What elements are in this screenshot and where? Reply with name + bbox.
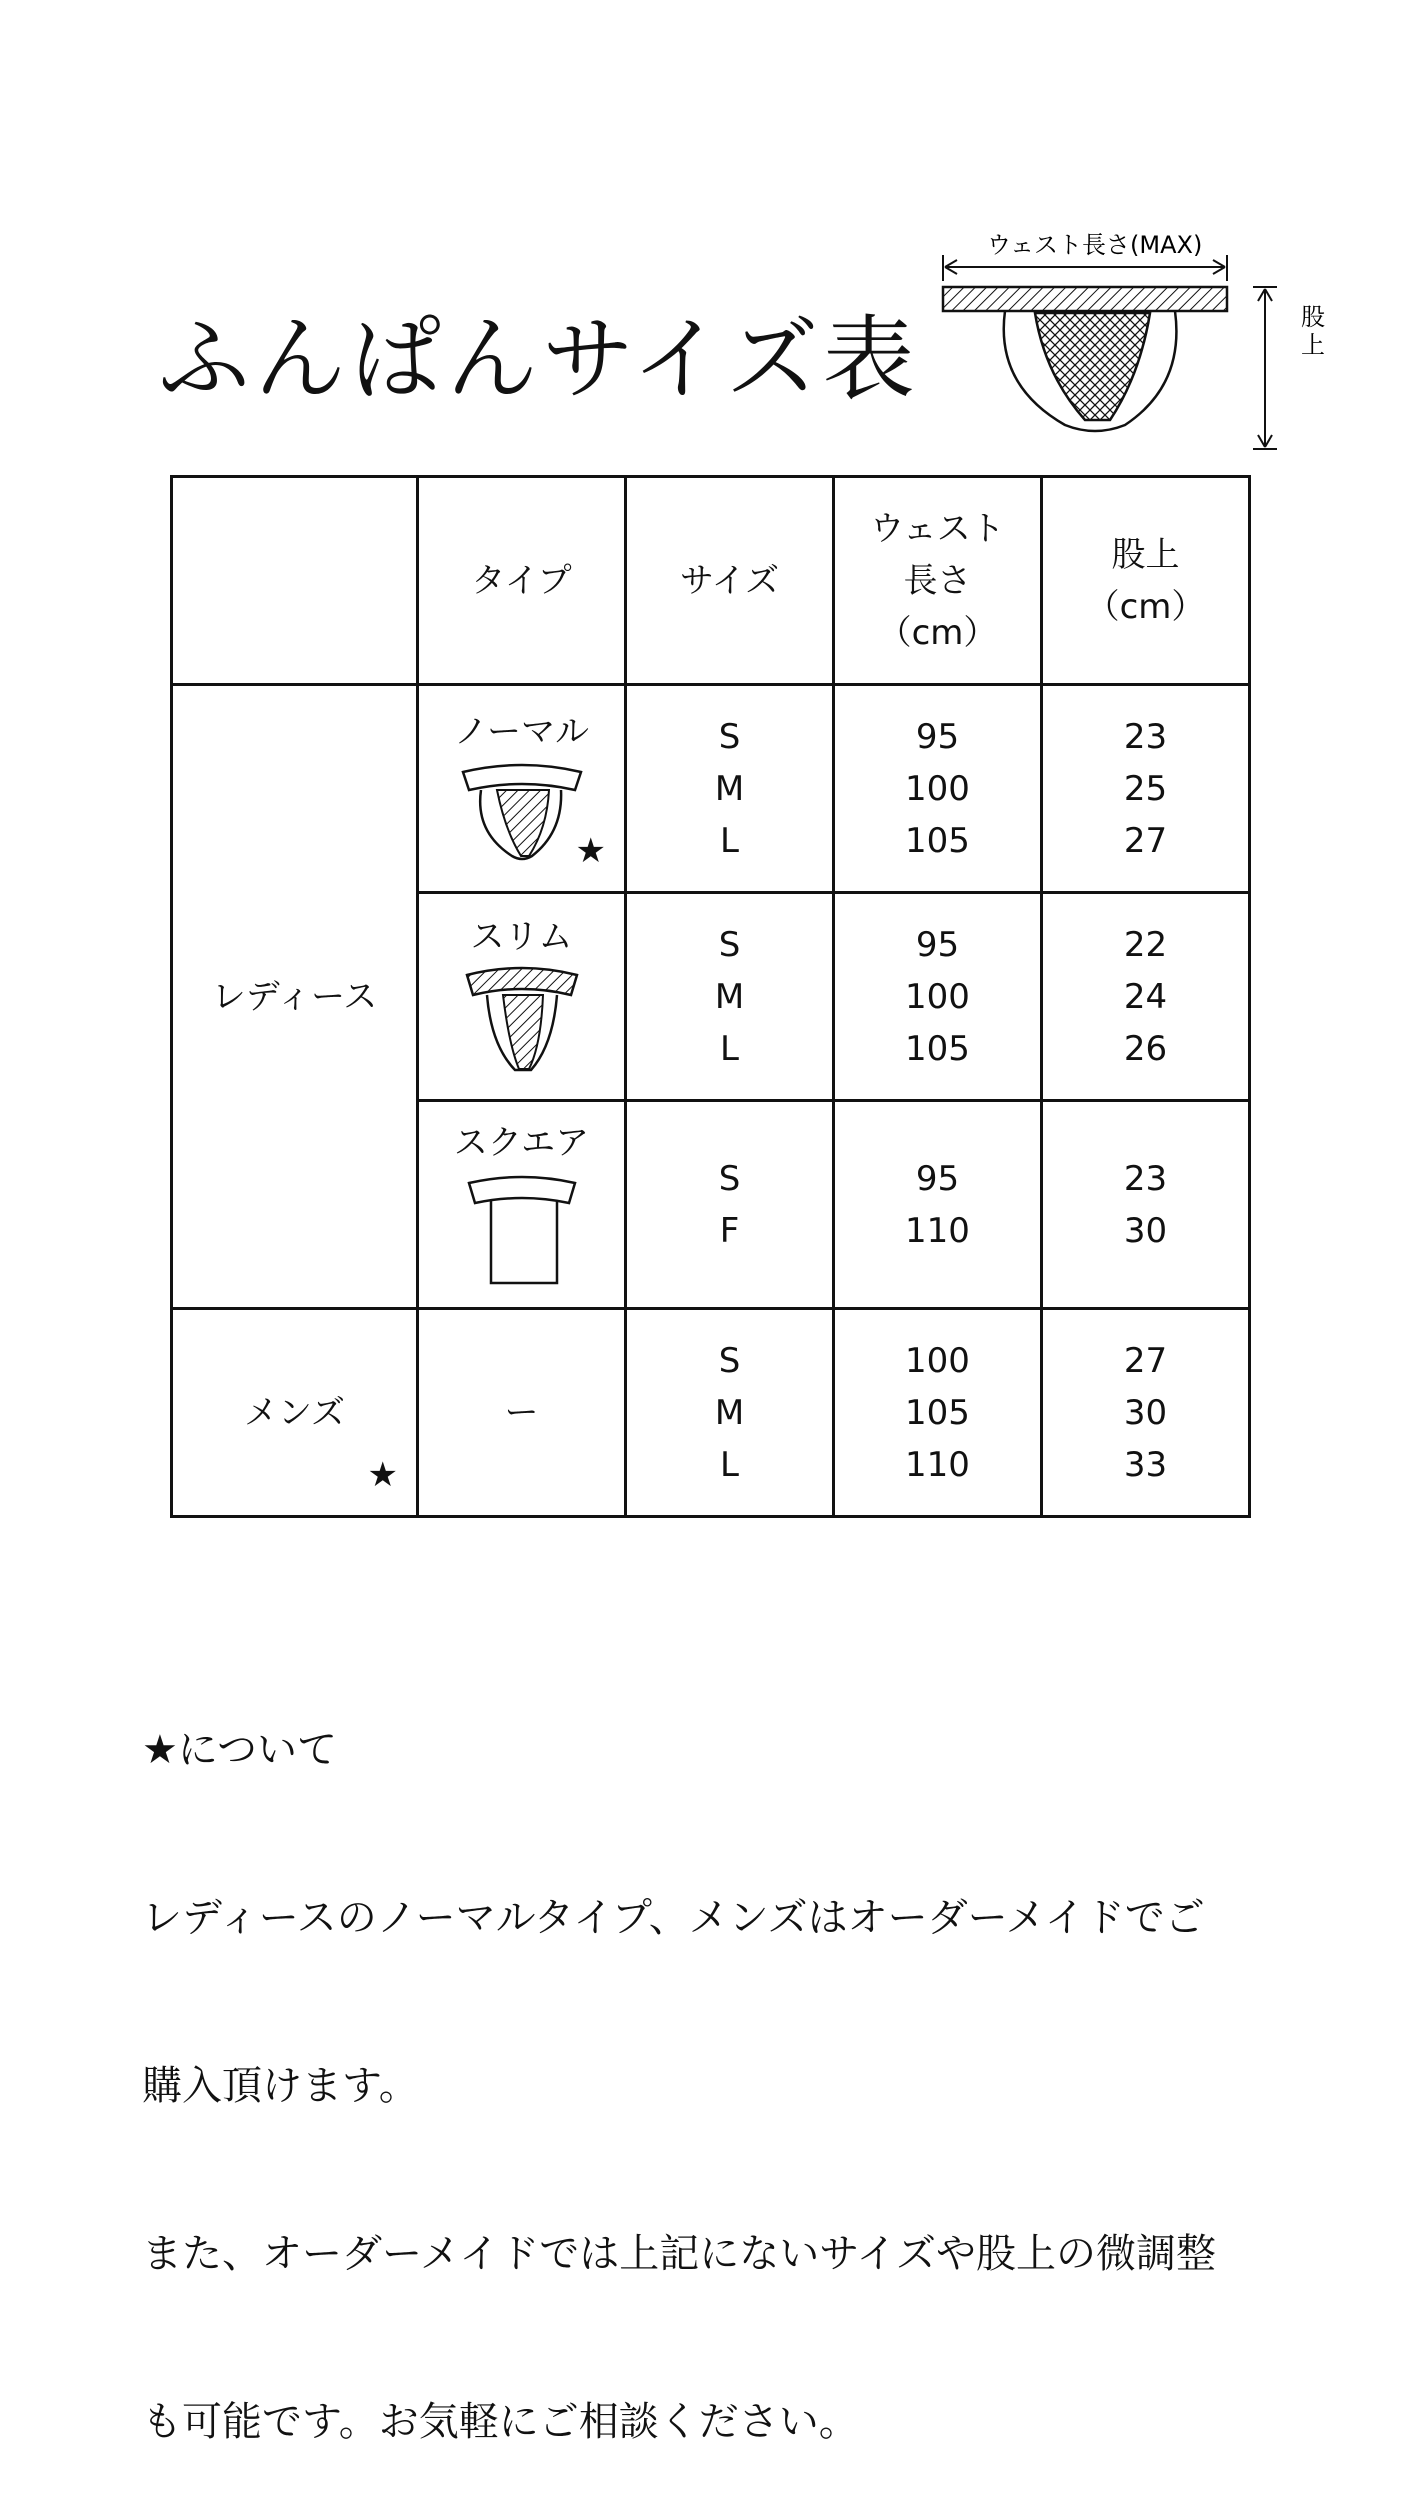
size-table (170, 475, 1251, 1518)
waist-cell (834, 1309, 1042, 1517)
fundoshi-diagram-illustration (935, 225, 1335, 460)
waist-value: 95 (915, 924, 960, 965)
sizes-cell (626, 685, 834, 893)
header-size: サイズ (626, 477, 834, 685)
footnote (142, 1610, 1282, 2506)
header-rise-line2: （cm） (1085, 586, 1206, 627)
header-rise (1042, 477, 1250, 685)
rise-label-top: 股 (1301, 303, 1325, 331)
waist-label: ウェスト長さ(MAX) (987, 231, 1203, 259)
waist-value: 105 (905, 1028, 970, 1069)
header-blank (172, 477, 418, 685)
type-name: ノーマル (454, 711, 589, 752)
table-row (172, 685, 1250, 893)
rise-value: 22 (1123, 924, 1168, 965)
normal-type-icon (457, 760, 587, 870)
header-waist-line2: 長さ (903, 560, 972, 601)
rise-cell (1042, 1309, 1250, 1517)
rise-value: 24 (1123, 976, 1168, 1017)
footnote-line: も可能です。お気軽にご相談ください。 (142, 2399, 859, 2445)
size-value: L (720, 1444, 739, 1485)
waist-value: 95 (915, 716, 960, 757)
sizes-cell (626, 1309, 834, 1517)
size-value: L (720, 820, 739, 861)
waist-value: 105 (905, 820, 970, 861)
sizes-cell (626, 893, 834, 1101)
waist-value: 110 (905, 1210, 970, 1251)
footnote-line: レディースのノーマルタイプ、メンズはオーダーメイドでご (142, 1895, 1205, 1941)
rise-value: 33 (1123, 1444, 1168, 1485)
category-mens-label: メンズ (244, 1392, 345, 1433)
footnote-line: また、オーダーメイドでは上記にないサイズや股上の微調整 (142, 2231, 1216, 2277)
waist-cell (834, 1101, 1042, 1309)
waist-cell (834, 893, 1042, 1101)
rise-value: 27 (1123, 820, 1168, 861)
type-name: スリム (470, 917, 573, 957)
rise-value: 26 (1123, 1028, 1168, 1069)
type-name: スクエア (453, 1122, 590, 1163)
category-mens (172, 1309, 418, 1517)
header-type: タイプ (418, 477, 626, 685)
page-title: ふんぱんサイズ表 (158, 306, 919, 413)
size-value: M (714, 976, 745, 1017)
header-waist (834, 477, 1042, 685)
size-value: L (720, 1028, 739, 1069)
waist-cell (834, 685, 1042, 893)
category-ladies: レディース (172, 685, 418, 1309)
size-value: M (714, 768, 745, 809)
rise-cell (1042, 893, 1250, 1101)
slim-type-icon (457, 965, 587, 1080)
sizes-cell (626, 1101, 834, 1309)
waist-value: 100 (905, 976, 970, 1017)
header-rise-line1: 股上 (1111, 534, 1180, 575)
table-row (172, 1309, 1250, 1517)
star-icon: ★ (575, 831, 606, 871)
size-value: S (718, 924, 741, 965)
measurement-diagram (935, 225, 1335, 460)
header-waist-line3: （cm） (877, 612, 998, 653)
waist-value: 105 (905, 1392, 970, 1433)
size-value: S (718, 716, 741, 757)
rise-value: 23 (1123, 716, 1168, 757)
star-icon: ★ (367, 1455, 398, 1495)
rise-cell (1042, 1101, 1250, 1309)
type-normal-cell (418, 685, 626, 893)
type-slim-cell (418, 893, 626, 1101)
size-value: S (718, 1340, 741, 1381)
rise-value: 30 (1123, 1210, 1168, 1251)
rise-label-bottom: 上 (1301, 331, 1325, 359)
footnote-heading: ★について (142, 1727, 338, 1773)
square-type-icon (457, 1171, 587, 1291)
footnote-line: 購入頂けます。 (142, 2063, 419, 2109)
size-value: M (714, 1392, 745, 1433)
type-square-cell (418, 1101, 626, 1309)
waist-value: 110 (905, 1444, 970, 1485)
waist-value: 100 (905, 1340, 970, 1381)
rise-value: 23 (1123, 1158, 1168, 1199)
header-waist-line1: ウェスト (870, 508, 1005, 549)
rise-value: 27 (1123, 1340, 1168, 1381)
size-value: F (719, 1210, 740, 1251)
rise-value: 25 (1123, 768, 1168, 809)
type-mens-cell: ー (418, 1309, 626, 1517)
waist-value: 95 (915, 1158, 960, 1199)
waist-value: 100 (905, 768, 970, 809)
rise-value: 30 (1123, 1392, 1168, 1433)
rise-cell (1042, 685, 1250, 893)
header-row (172, 477, 1250, 685)
size-value: S (718, 1158, 741, 1199)
